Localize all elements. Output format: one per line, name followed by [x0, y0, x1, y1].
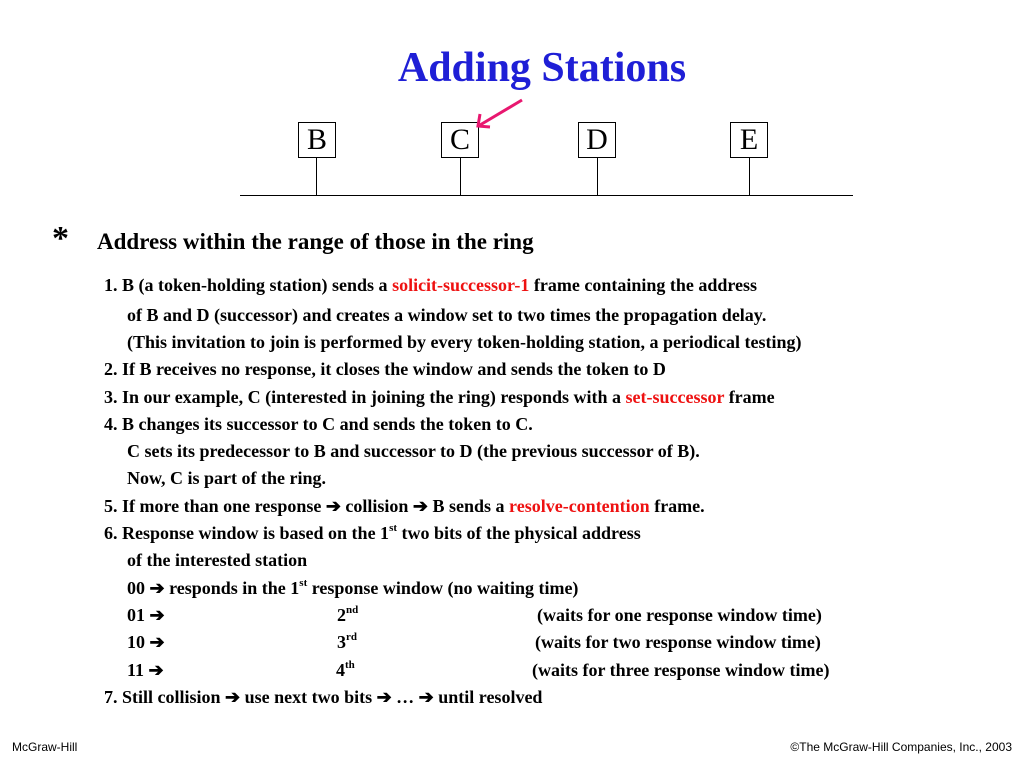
window-10-desc: (waits for two response window time): [535, 632, 821, 652]
window-00-ordinal: st: [299, 577, 308, 589]
solicit-successor-term: solicit-successor-1: [392, 275, 530, 295]
step-2: 2. If B receives no response, it closes the window and sends the token to D: [104, 359, 666, 379]
resolve-contention-term: resolve-contention: [509, 496, 650, 516]
window-10-suffix: rd: [346, 631, 357, 643]
station-e-drop-line: [749, 158, 750, 195]
window-11-ordinal: [336, 659, 355, 681]
window-00-text: 00 ➔ responds in the 1: [127, 578, 300, 598]
window-11-code: 11 ➔: [127, 660, 164, 680]
step-6-line-1: [104, 522, 641, 544]
window-11-suffix: th: [345, 659, 355, 671]
window-00: [127, 577, 578, 599]
step-1-text: 1. B (a token-holding station) sends a: [104, 275, 393, 295]
window-00-desc: response window (no waiting time): [307, 578, 579, 598]
station-d: D: [578, 122, 616, 158]
step-4-line-1: 4. B changes its successor to C and sends the token to C.: [104, 414, 533, 434]
step-1-line-2: of B and D (successor) and creates a window set to two times the propagation delay.: [127, 305, 767, 325]
window-10-number: 3: [337, 632, 346, 652]
window-01-number: 2: [337, 605, 346, 625]
window-11-desc: (waits for three response window time): [532, 660, 830, 680]
arrow-icon: [470, 96, 526, 132]
section-heading: Address within the range of those in the ring: [97, 229, 534, 254]
step-4-line-2: C sets its predecessor to B and successor to D (the previous successor of B).: [127, 441, 700, 461]
slide-title: Adding Stations: [397, 45, 687, 91]
step-5-text: 5. If more than one response ➔ collision ➔ B sends a: [104, 496, 510, 516]
bus-line: [240, 195, 853, 196]
step-5-text-end: frame.: [649, 496, 705, 516]
station-b: B: [298, 122, 336, 158]
step-1-line-3: (This invitation to join is performed by every token-holding station, a periodical testing): [127, 332, 802, 352]
step-3-text: 3. In our example, C (interested in joining the ring) responds with a: [104, 387, 626, 407]
window-01-ordinal: [337, 604, 358, 626]
step-1-line-1: [104, 274, 757, 296]
station-c-drop-line: [460, 158, 461, 195]
step-6-line-2: of the interested station: [127, 550, 308, 570]
footer-publisher: McGraw-Hill: [12, 740, 78, 754]
step-6-text: 6. Response window is based on the 1: [104, 523, 390, 543]
window-01-suffix: nd: [346, 604, 359, 616]
step-3: [104, 386, 775, 408]
window-10-code: 10 ➔: [127, 632, 165, 652]
bullet-asterisk: *: [52, 220, 69, 257]
station-e: E: [730, 122, 768, 158]
step-7: 7. Still collision ➔ use next two bits ➔ … ➔ until resolved: [104, 687, 543, 707]
window-01-code: 01 ➔: [127, 605, 165, 625]
footer-copyright: ©The McGraw-Hill Companies, Inc., 2003: [790, 740, 1012, 754]
station-b-drop-line: [316, 158, 317, 195]
window-01-desc: (waits for one response window time): [537, 605, 822, 625]
window-11-number: 4: [336, 660, 345, 680]
step-5: [104, 495, 705, 517]
step-6-text-end: two bits of the physical address: [397, 523, 641, 543]
step-3-text-end: frame: [724, 387, 775, 407]
station-d-drop-line: [597, 158, 598, 195]
set-successor-term: set-successor: [625, 387, 725, 407]
station-c: C: [441, 122, 479, 158]
step-4-line-3: Now, C is part of the ring.: [127, 468, 326, 488]
window-10-ordinal: [337, 631, 357, 653]
step-1-text-end: frame containing the address: [529, 275, 758, 295]
step-6-ordinal: st: [389, 522, 398, 534]
